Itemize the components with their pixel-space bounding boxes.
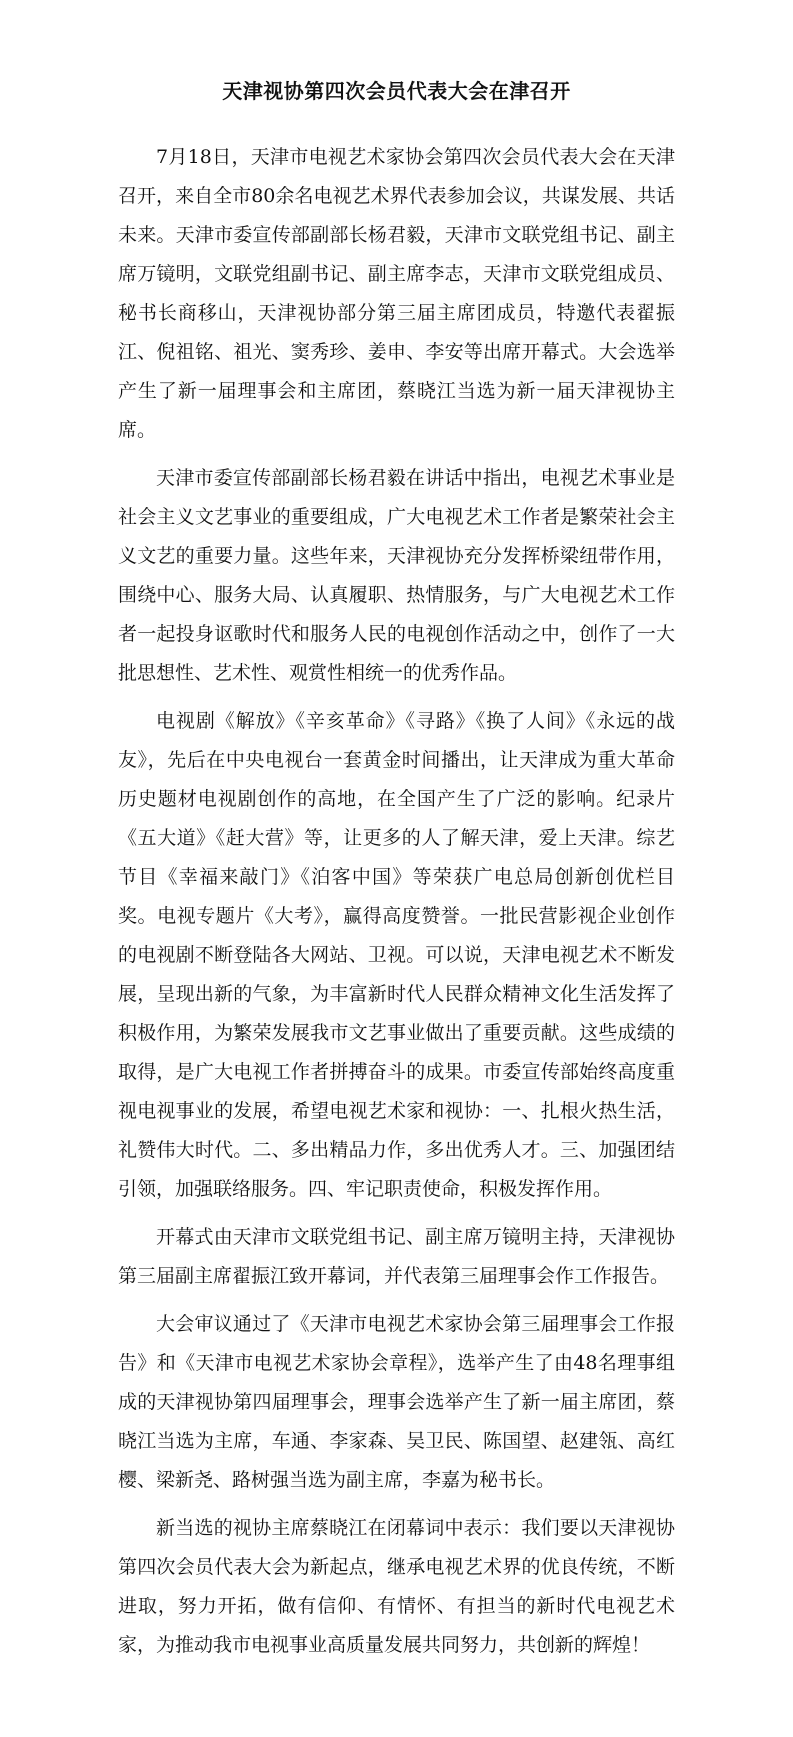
- paragraph-election: 大会审议通过了《天津市电视艺术家协会第三届理事会工作报告》和《天津市电视艺术家协会章程》，选举产生了由48名理事组成的天津视协第四届理事会，理事会选举产生了新一届主席团，蔡晓江当选为主席，车通、李家森、吴卫民、陈国望、赵建瓴、高红樱、梁新尧、路树强当选为副主席，李嘉为秘书长。: [118, 1313, 675, 1491]
- paragraph-closing: 新当选的视协主席蔡晓江在闭幕词中表示：我们要以天津视协第四次会员代表大会为新起点，继承电视艺术界的优良传统，不断进取，努力开拓，做有信仰、有情怀、有担当的新时代电视艺术家，为推动我市电视事业高质量发展共同努力，共创新的辉煌！: [118, 1517, 675, 1656]
- article-title: 天津视协第四次会员代表大会在津召开: [222, 79, 571, 103]
- paragraph-achievements: 电视剧《解放》《辛亥革命》《寻路》《换了人间》《永远的战友》，先后在中央电视台一套黄金时间播出，让天津成为重大革命历史题材电视剧创作的高地，在全国产生了广泛的影响。纪录片《五大道》《赶大营》等，让更多的人了解天津，爱上天津。综艺节目《幸福来敲门》《泊客中国》等荣获广电总局创新创优栏目奖。电视专题片《大考》，赢得高度赞誉。一批民营影视企业创作的电视剧不断登陆各大网站、卫视。可以说，天津电视艺术不断发展，呈现出新的气象，为丰富新时代人民群众精神文化生活发挥了积极作用，为繁荣发展我市文艺事业做出了重要贡献。这些成绩的取得，是广大电视工作者拼搏奋斗的成果。市委宣传部始终高度重视电视事业的发展，希望电视艺术家和视协：一、扎根火热生活，礼赞伟大时代。二、多出精品力作，多出优秀人才。三、加强团结引领，加强联络服务。四、牢记职责使命，积极发挥作用。: [118, 710, 675, 1200]
- paragraph-speech: 天津市委宣传部副部长杨君毅在讲话中指出，电视艺术事业是社会主义文艺事业的重要组成，广大电视艺术工作者是繁荣社会主义文艺的重要力量。这些年来，天津视协充分发挥桥梁纽带作用，围绕中心、服务大局、认真履职、热情服务，与广大电视艺术工作者一起投身讴歌时代和服务人民的电视创作活动之中，创作了一大批思想性、艺术性、观赏性相统一的优秀作品。: [118, 467, 675, 684]
- paragraph-opening: 7月18日，天津市电视艺术家协会第四次会员代表大会在天津召开，来自全市80余名电视艺术界代表参加会议，共谋发展、共话未来。天津市委宣传部副部长杨君毅，天津市文联党组书记、副主席万镜明，文联党组副书记、副主席李志，天津市文联党组成员、秘书长商移山，天津视协部分第三届主席团成员，特邀代表翟振江、倪祖铭、祖光、窦秀珍、姜申、李安等出席开幕式。大会选举产生了新一届理事会和主席团，蔡晓江当选为新一届天津视协主席。: [118, 146, 675, 441]
- paragraph-opening-ceremony: 开幕式由天津市文联党组书记、副主席万镜明主持，天津视协第三届副主席翟振江致开幕词，并代表第三届理事会作工作报告。: [118, 1226, 675, 1287]
